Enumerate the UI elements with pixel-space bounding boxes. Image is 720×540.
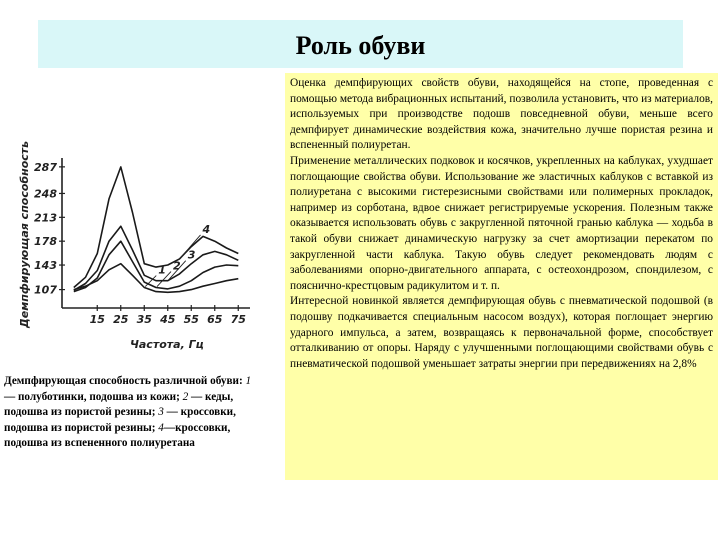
y-tick-labels	[34, 161, 65, 297]
caption-num-2: 2	[182, 390, 189, 403]
paragraph-2: Применение металлических подковок и косячков, укрепленных на каблуках, ухудшает поглощающие свойства обуви. Использование же эластичных каблуков с вставкой из полиуретана с высокими гистерезисными свойствами или полимерных прокладок, например из сорботана, вдвое снижает регистрируемые ускорения. Полезным также оказывается использовать обувь с закругленной пяточной гранью каблука — ходьба в такой обуви снижает динамическую нагрузку за счет амортизации перекатом по закругленной части каблука. Такую обувь следует рекомендовать людям с заболеваниями опорно-двигательного аппарата, с остеохондрозом, спондилезом, с пояснично-крестцовым радикулитом и т. п.	[290, 154, 713, 292]
chart-series	[74, 167, 239, 292]
x-axis-label: Частота, Гц	[130, 338, 204, 351]
y-tick-label: 143	[34, 259, 57, 273]
caption-text-1: — полуботинки, подошва из кожи;	[4, 390, 183, 403]
caption-num-1: 1	[245, 375, 252, 387]
y-tick-label: 107	[34, 283, 57, 297]
paragraph-3: Интересной новинкой является демпфирующая обувь с пневматической подошвой (в подошву подкачивается специальным насосом воздух), которая поглощает энергию ударного импульса, а затем, возвращаясь к первоначальной форме, способствует отталкиванию от опоры. Наряду с улучшенными поглощающими свойствами обувь с пневматической подошвой уменьшает затраты энергии при передвижениях на 2,8%	[290, 295, 713, 370]
damping-chart	[0, 128, 270, 363]
series-label-4: 4	[202, 222, 211, 236]
figure-caption	[4, 374, 258, 452]
caption-num-3: 3	[158, 406, 164, 418]
x-tick-label: 25	[113, 313, 129, 326]
x-tick-label: 65	[207, 313, 223, 326]
y-tick-label: 213	[34, 211, 57, 225]
x-tick-label: 15	[89, 313, 105, 326]
caption-text-2: — кеды, подошва из пористой резины;	[4, 390, 234, 418]
caption-text-3: — кроссовки, подошва из пористой резины;	[4, 406, 236, 434]
x-tick-label: 55	[183, 313, 199, 326]
series-label-1: 1	[158, 263, 166, 277]
chart-axes	[62, 158, 250, 308]
caption-num-4: 4	[158, 421, 164, 434]
x-tick-label: 35	[136, 313, 152, 326]
y-tick-label: 178	[34, 235, 57, 249]
paragraph-1: Оценка демпфирующих свойств обуви, находящейся на стопе, проведенная с помощью метода вибрационных испытаний, позволила установить, что из материалов, используемых при производстве подошв повседневной обуви, меньше всего демпфирует динамические воздействия кожа, значительно лучше пористая резина и вспененный полиуретан.	[290, 77, 713, 152]
text-box	[285, 73, 718, 480]
series-label-2: 2	[173, 259, 181, 273]
x-tick-label: 45	[160, 313, 176, 326]
title-bar	[38, 20, 683, 68]
y-tick-label: 287	[34, 160, 57, 174]
caption-lead: Демпфирующая способность различной обуви:	[4, 375, 246, 387]
slide-title: Роль обуви	[295, 31, 426, 60]
x-tick-label: 75	[230, 313, 246, 326]
series-labels	[145, 223, 210, 287]
y-tick-label: 248	[34, 187, 57, 201]
caption-text-4: —кроссовки, подошва из вспененного полиуретана	[4, 421, 231, 449]
y-axis-label: Демпфирующая способность	[18, 140, 31, 328]
series-label-3: 3	[187, 248, 196, 262]
